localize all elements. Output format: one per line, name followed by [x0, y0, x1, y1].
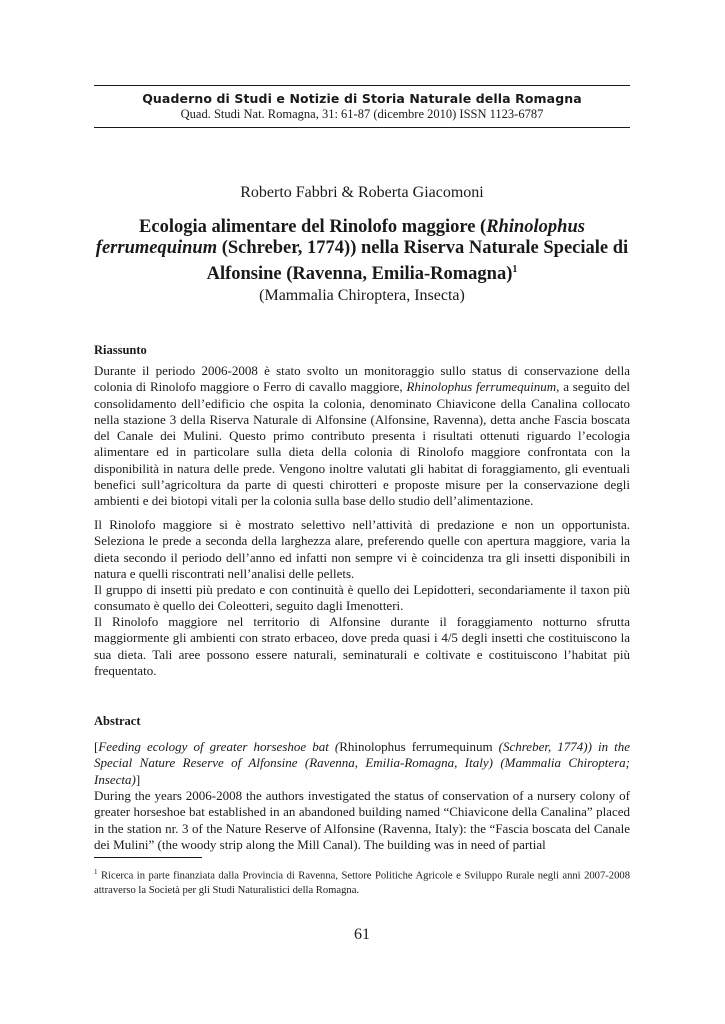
title-text-1: Ecologia alimentare del Rinolofo maggiore ( [139, 217, 487, 237]
abstract-bracket-open: [ [94, 739, 99, 754]
footnote-separator [94, 857, 202, 858]
title-text-2: (Schreber, 1774)) nella Riserva Naturale Speciale di Alfonsine (Ravenna, Emilia-Romagna) [206, 238, 629, 285]
footnote-mark: 1 [94, 868, 98, 876]
abstract-heading: Abstract [94, 714, 141, 728]
journal-title: Quaderno di Studi e Notizie di Storia Naturale della Romagna [142, 91, 582, 106]
title-species: Rhinolophus ferrumequinum [95, 217, 585, 258]
riassunto-p1-text-b: , a seguito del consolidamento dell’edificio che ospita la colonia, denominato Chiavicone della Canalina collocato nella stazione 3 della Riserva Naturale di Alfonsine (Alfonsine, Ravenna), detta anche Fascia boscata del Canale dei Mulini. Questo primo contributo presenta i risultati ottenuti riguardo l’ecologia alimentare ed in particolare sulla dieta della colonia di Rinolofo maggiore confrontata con la disponibilità in natura delle prede. Vengono inoltre valutati gli habitat di foraggiamento, gli eventuali benefici sull’agricoltura da parte di questi chirotteri e proposte misure per la conservazione degli ambienti e dei biotopi vitali per la colonia sulla base dello studio dell’alimentazione. [94, 379, 630, 509]
abstract-title-italic-1: Feeding ecology of greater horseshoe bat ( [98, 739, 340, 754]
abstract-bracket-close: ] [135, 771, 141, 787]
riassunto-paragraph-1 [94, 363, 630, 510]
abstract-paragraph-1: During the years 2006-2008 the authors investigated the status of conservation of a nursery colony of greater horseshoe bat established in an abandoned building named “Chiavicone della Canalina” placed in the station nr. 3 of the Nature Reserve of Alfonsine (Ravenna, Italy): the “Fascia boscata del Canale dei Mulini” (the woody strip along the Mill Canal). The building was in need of partial [94, 788, 630, 852]
abstract-english-title [94, 739, 630, 788]
header-top-rule [94, 85, 630, 86]
article-title [94, 217, 630, 285]
footnote-text: Ricerca in parte finanziata dalla Provincia di Ravenna, Settore Politiche Agricole e Sviluppo Rurale negli anni 2007-2008 attraverso la Società per gli Studi Naturalistici della Romagna. [94, 870, 630, 897]
riassunto-paragraph-2: Il Rinolofo maggiore si è mostrato selettivo nell’attività di predazione e non un opportunista. Seleziona le prede a seconda della larghezza alare, preferendo quelle con apertura maggiore, varia la dieta secondo il periodo dell’anno ed infatti non sempre vi è coincidenza tra gli insetti disponibili in natura e quelli riscontrati nell’analisi delle pellets. [94, 517, 630, 581]
riassunto-heading: Riassunto [94, 343, 147, 357]
abstract-title-species: Rhinolophus ferrumequinum [339, 739, 493, 754]
abstract-title-italic-2: (Schreber, 1774)) in the Special Nature Reserve of Alfonsine (Ravenna, Emilia-Romagna, Italy) (Mammalia Chiroptera; Insecta) [94, 739, 630, 787]
page-number: 61 [354, 926, 370, 943]
riassunto-p1-text-a: Durante il periodo 2006-2008 è stato svolto un monitoraggio sullo status di conservazione della colonia di Rinolofo maggiore o Ferro di cavallo maggiore, [94, 363, 630, 395]
article-subtitle: (Mammalia Chiroptera, Insecta) [259, 287, 465, 304]
riassunto-p1-species: Rhinolophus ferrumequinum [406, 379, 557, 395]
riassunto-paragraph-3: Il gruppo di insetti più predato e con continuità è quello dei Lepidotteri, secondariamente il taxon più consumato è quello dei Coleotteri, seguito dagli Imenotteri. [94, 582, 630, 614]
footnote [94, 865, 630, 899]
riassunto-paragraph-4: Il Rinolofo maggiore nel territorio di Alfonsine durante il foraggiamento notturno sfrutta maggiormente gli ambienti con strato erbaceo, dove preda quasi i 4/5 degli insetti che costituiscono la sua dieta. Tali aree possono essere naturali, seminaturali e coltivate e costituiscono l’habitat più frequentato. [94, 614, 630, 678]
article-authors: Roberto Fabbri & Roberta Giacomoni [240, 184, 484, 201]
title-footnote-mark: 1 [512, 264, 518, 275]
header-bottom-rule [94, 127, 630, 128]
journal-citation: Quad. Studi Nat. Romagna, 31: 61-87 (dicembre 2010) ISSN 1123-6787 [180, 107, 544, 121]
